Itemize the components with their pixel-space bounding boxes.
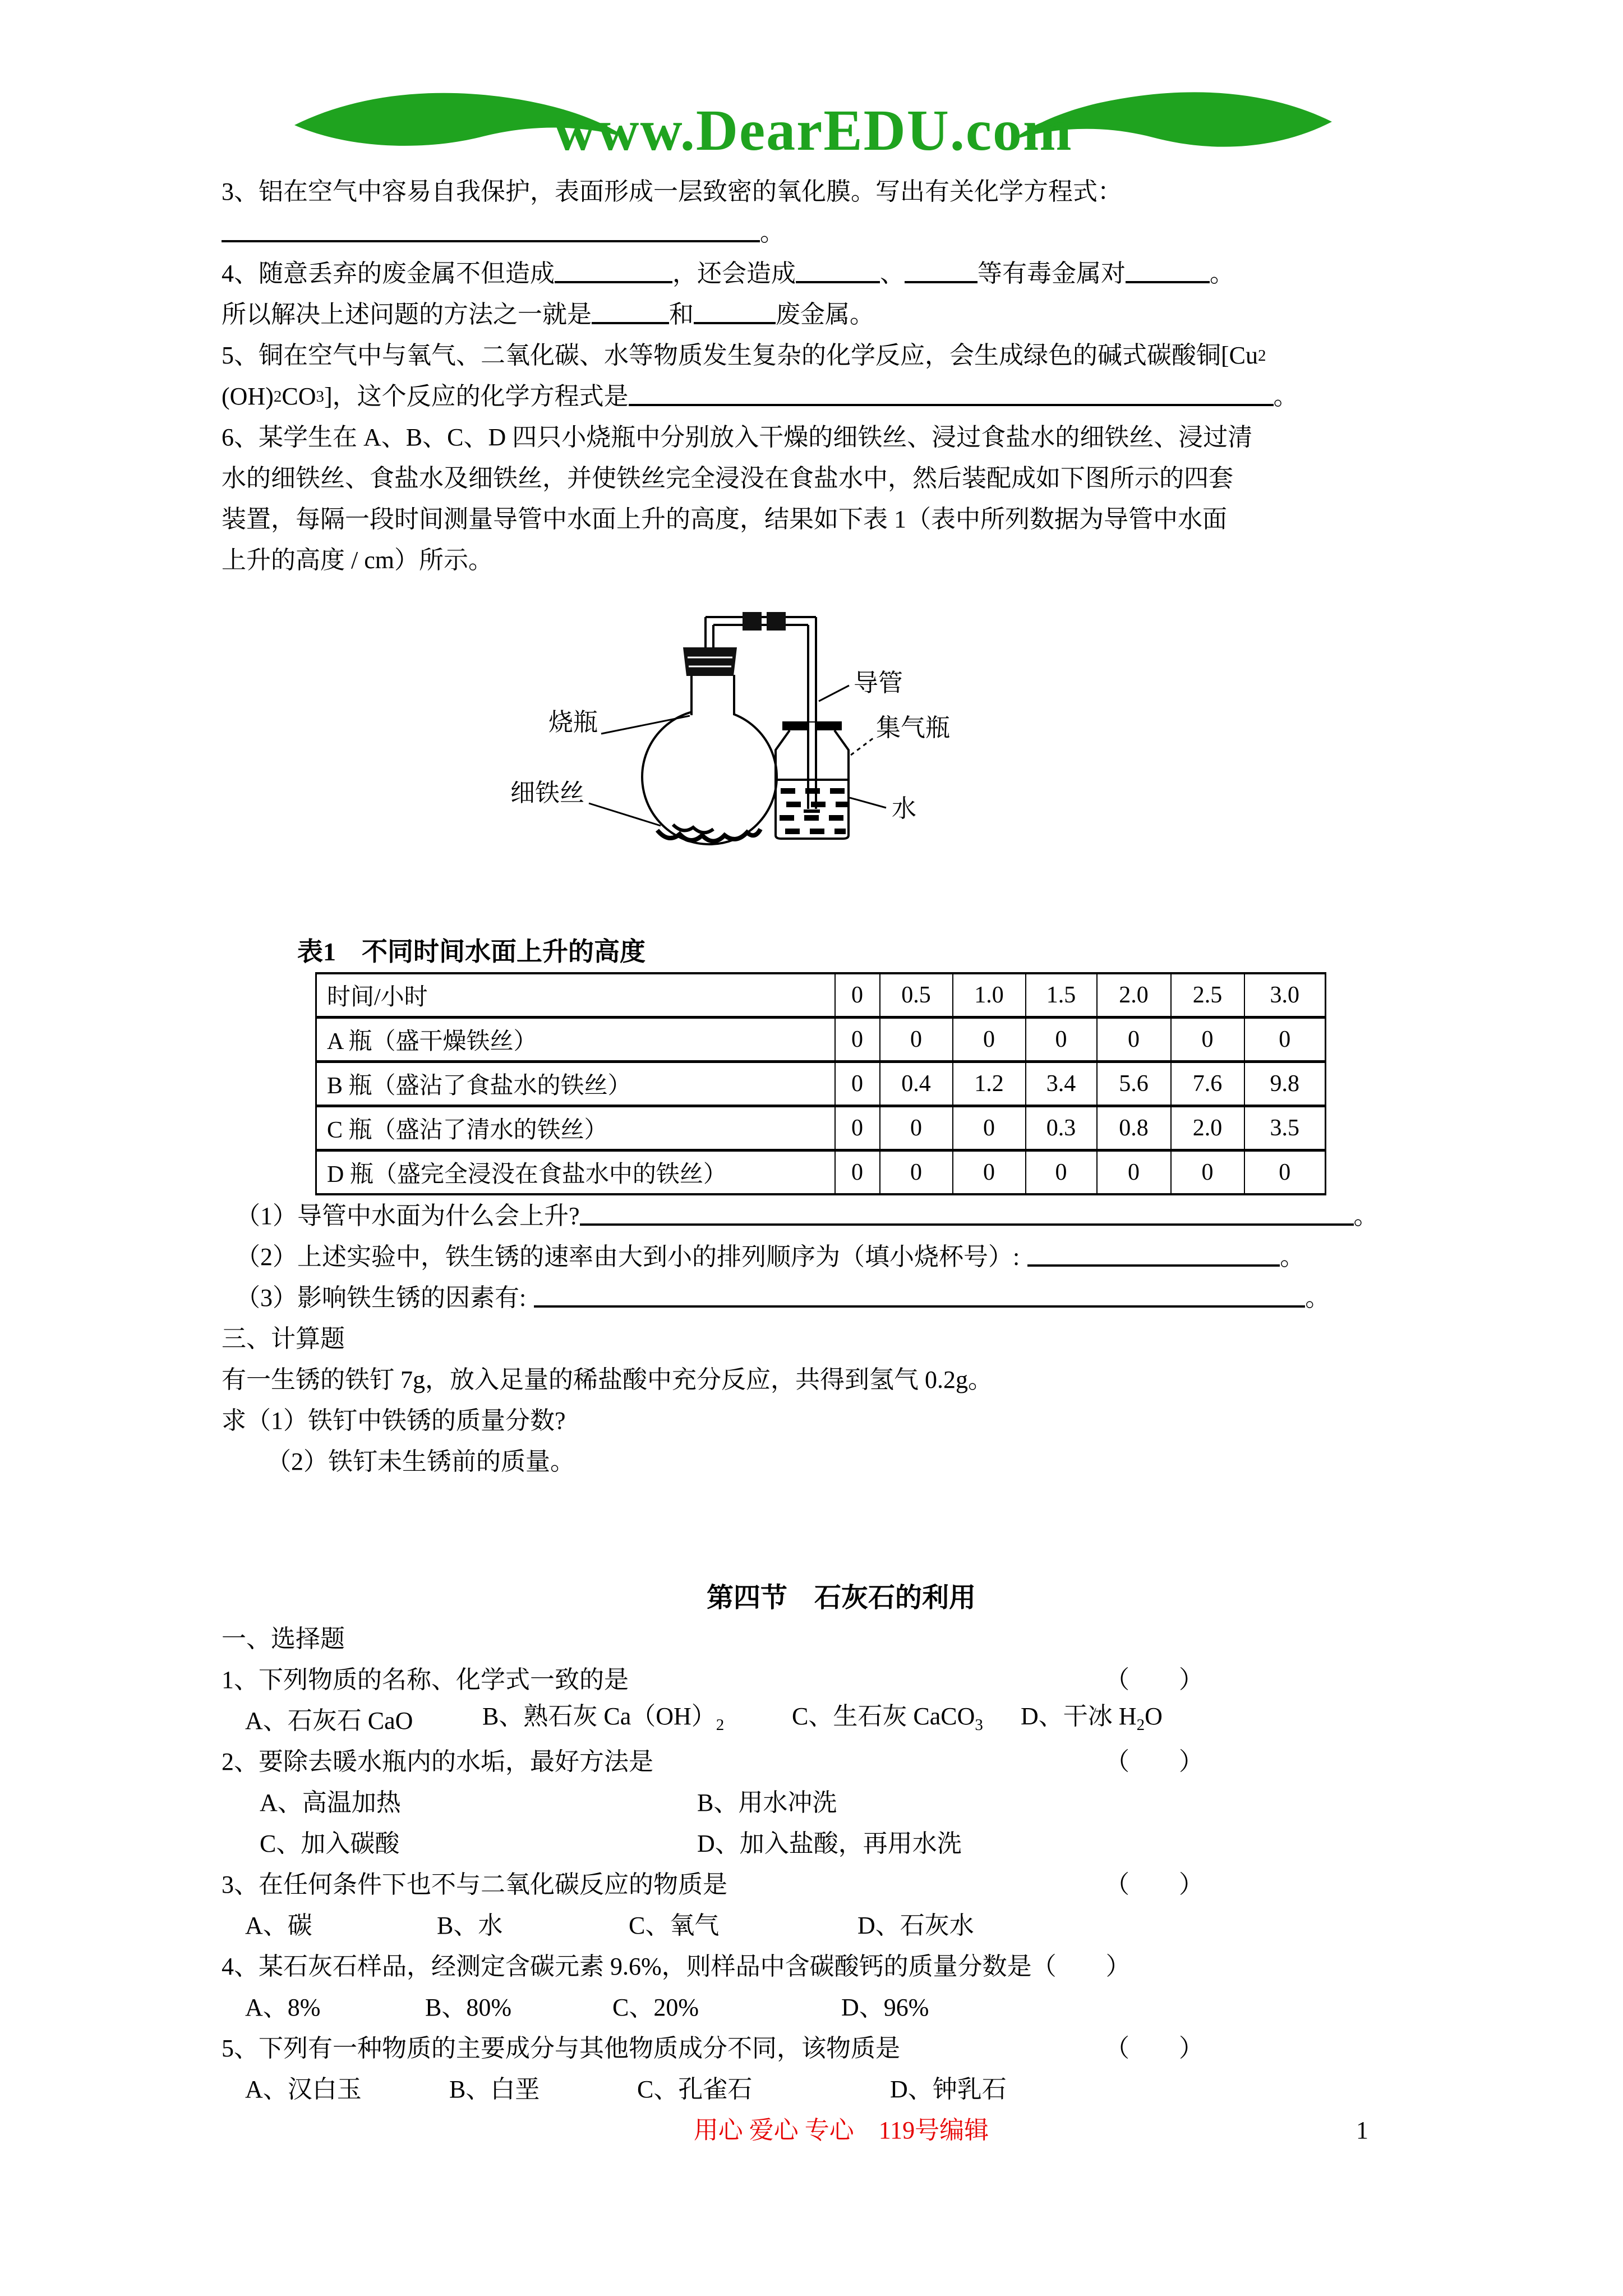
option-b: B、熟石灰 $Ca(OH)_2$ <box>482 1703 725 1734</box>
mc-1-options <box>222 1700 1461 1741</box>
table-row: D 瓶（盛完全浸没在食盐水中的铁丝） 0 0 0 0 0 0 0 <box>316 1151 1326 1195</box>
answer-blank <box>534 1289 1305 1308</box>
question-3-text: 3、铝在空气中容易自我保护，表面形成一层致密的氧化膜。写出有关化学方程式： <box>222 177 1122 205</box>
answer-paren: （ ） <box>1105 2035 1204 2062</box>
option-d: D、钟乳石 <box>890 2075 1007 2103</box>
question-3 <box>222 171 1461 212</box>
mc-question-3: 3、在任何条件下也不与二氧化碳反应的物质是 （ ） <box>222 1870 1204 1898</box>
option-d: D、加入盐酸，再用水洗 <box>697 1829 962 1857</box>
table-1-title: 表1 不同时间水面上升的高度 <box>297 937 645 966</box>
table-row: 时间/小时 0 0.5 1.0 1.5 2.0 2.5 3.0 <box>316 973 1326 1018</box>
mc-3-options <box>222 1905 1461 1946</box>
mc-4-options <box>222 1987 1461 2028</box>
mc-question-1: 1、下列物质的名称、化学式一致的是 （ ） <box>222 1665 1204 1694</box>
option-d: D、石灰水 <box>857 1911 974 1939</box>
answer-blank <box>580 1207 1354 1226</box>
calc-q1: 求（1）铁钉中铁锈的质量分数? <box>222 1406 566 1434</box>
answer-paren: （ ） <box>1105 1666 1204 1694</box>
bottle-label: 集气瓶 <box>876 714 950 742</box>
option-a: A、碳 <box>245 1911 312 1939</box>
option-b: B、用水冲洗 <box>697 1788 837 1816</box>
answer-blank <box>796 264 880 283</box>
question-6-line-3: 装置，每隔一段时间测量导管中水面上升的高度，结果如下表 1（表中所列数据为导管中水面 <box>222 505 1227 533</box>
question-6-line-4: 上升的高度 / cm）所示。 <box>222 546 493 574</box>
logo-text: www.DearEDU.com <box>554 98 1073 163</box>
followup-1: （1）导管中水面为什么会上升? 。 <box>236 1202 1378 1230</box>
option-c: C、氧气 <box>629 1911 720 1939</box>
tube-connector-icon <box>743 612 762 631</box>
water-label: 水 <box>892 795 916 822</box>
mc-question-2: 2、要除去暖水瓶内的水垢，最好方法是 （ ） <box>222 1747 1204 1775</box>
answer-blank <box>1027 1248 1280 1267</box>
answer-blank <box>592 305 669 324</box>
section-4-sub: 一、选择题 <box>222 1625 345 1653</box>
section-4-heading: 第四节 石灰石的利用 <box>706 1582 976 1613</box>
question-3-answer-line <box>222 212 1461 253</box>
followup-2: （2）上述实验中，铁生锈的速率由大到小的排列顺序为（填小烧杯号）: 。 <box>236 1243 1305 1271</box>
question-6-line-1: 6、某学生在 A、B、C、D 四只小烧瓶中分别放入干燥的细铁丝、浸过食盐水的细铁丝、浸过清 <box>222 423 1253 451</box>
question-4-line-2: 所以解决上述问题的方法之一就是 和 废金属。 <box>222 300 874 328</box>
question-4-line-1: 4、随意丢弃的废金属不但造成 ，还会造成 、 等有毒金属对 。 <box>222 259 1234 287</box>
answer-blank <box>905 264 978 283</box>
question-5-line-1: 5、铜在空气中与氧气、二氧化碳、水等物质发生复杂的化学反应，会生成绿色的碱式碳酸铜[Cu 2 <box>222 341 1266 369</box>
flask-label: 烧瓶 <box>548 708 598 736</box>
answer-paren: （ ） <box>1105 1748 1204 1775</box>
option-a: A、8% <box>245 1993 321 2021</box>
period: 。 <box>760 218 785 246</box>
question-5-text: 5、铜在空气中与氧气、二氧化碳、水等物质发生复杂的化学反应，会生成绿色的碱式碳酸铜[Cu <box>222 341 1258 369</box>
table-row: C 瓶（盛沾了清水的铁丝） 0 0 0 0.3 0.8 2.0 3.5 <box>316 1106 1326 1151</box>
mc-question-4: 4、某石灰石样品，经测定含碳元素 9.6%，则样品中含碳酸钙的质量分数是 （ ） <box>222 1952 1131 1980</box>
calc-q2: （2）铁钉未生锈前的质量。 <box>266 1447 575 1475</box>
tube-label: 导管 <box>854 669 903 697</box>
stopper-icon <box>683 647 737 676</box>
question-5-line-2: (OH) 2 CO 3 ]，这个反应的化学方程式是 。 <box>222 382 1298 410</box>
page-number: 1 <box>1356 2116 1368 2144</box>
answer-blank <box>555 264 672 283</box>
option-c: C、加入碳酸 <box>260 1829 400 1857</box>
table-row: A 瓶（盛干燥铁丝） 0 0 0 0 0 0 0 <box>316 1018 1326 1062</box>
flask-bulb <box>642 710 777 844</box>
answer-blank <box>629 387 1274 406</box>
tube-connector-icon <box>767 612 786 631</box>
option-c: C、生石灰 CaCO$_3$ <box>792 1703 983 1734</box>
mc-2-options-cd <box>222 1823 1461 1864</box>
answer-blank <box>222 223 760 242</box>
option-b: B、80% <box>425 1993 511 2021</box>
wire-label: 细铁丝 <box>510 779 584 807</box>
option-c: C、孔雀石 <box>637 2075 753 2103</box>
page-footer <box>222 2110 1461 2151</box>
mc-5-options <box>222 2069 1461 2110</box>
option-a: A、高温加热 <box>260 1788 401 1816</box>
table-1 <box>315 972 1326 1195</box>
option-b: B、白垩 <box>449 2075 540 2103</box>
table-row: B 瓶（盛沾了食盐水的铁丝） 0 0.4 1.2 3.4 5.6 7.6 9.8 <box>316 1062 1326 1106</box>
option-c: C、20% <box>612 1993 699 2021</box>
option-d: D、96% <box>841 1993 929 2021</box>
mc-2-options-ab <box>222 1782 1461 1823</box>
calc-problem: 有一生锈的铁钉 7g，放入足量的稀盐酸中充分反应，共得到氢气 0.2g。 <box>222 1365 993 1393</box>
site-logo <box>286 81 1340 171</box>
option-a: A、汉白玉 <box>245 2075 362 2103</box>
gas-bottle-icon <box>776 730 849 839</box>
footer-slogan: 用心 爱心 专心 119号编辑 <box>693 2116 989 2144</box>
answer-paren: （ ） <box>1105 1871 1204 1898</box>
answer-blank <box>1126 264 1210 283</box>
option-a: A、石灰石 CaO <box>245 1706 413 1734</box>
option-d: D、干冰 $H_2O$ <box>1021 1703 1163 1734</box>
mc-question-5: 5、下列有一种物质的主要成分与其他物质成分不同，该物质是 （ ） <box>222 2034 1204 2062</box>
answer-paren: （ ） <box>1031 1952 1131 1980</box>
section-3-heading: 三、计算题 <box>222 1324 345 1352</box>
option-b: B、水 <box>437 1911 503 1939</box>
answer-blank <box>694 305 776 324</box>
followup-3: （3）影响铁生锈的因素有: 。 <box>236 1283 1330 1312</box>
question-6-line-2: 水的细铁丝、食盐水及细铁丝，并使铁丝完全浸没在食盐水中，然后装配成如下图所示的四套 <box>222 464 1233 492</box>
question-4-text: 4、随意丢弃的废金属不但造成 <box>222 259 555 287</box>
apparatus-diagram <box>222 581 1461 855</box>
